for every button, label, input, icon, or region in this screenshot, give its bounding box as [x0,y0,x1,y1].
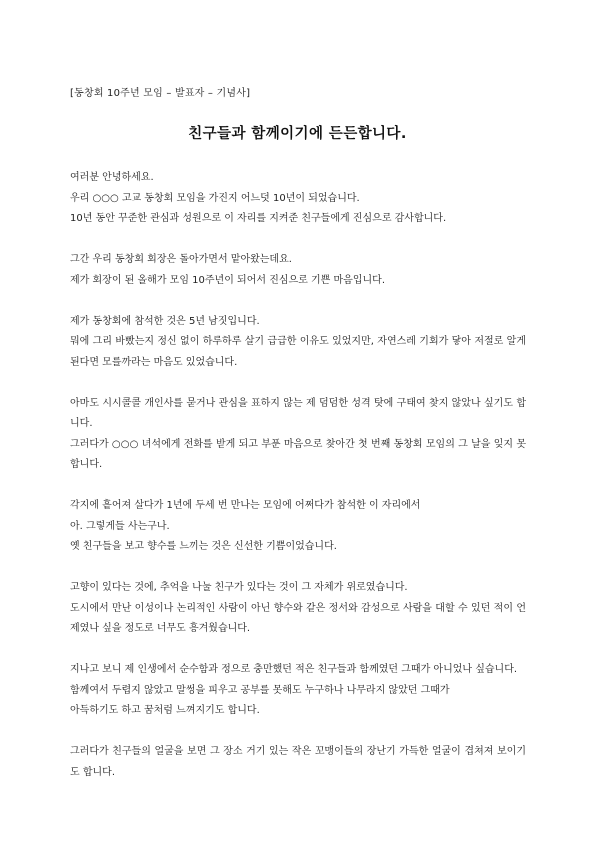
paragraph-line: 그간 우리 동창회 회장은 돌아가면서 맡아왔는데요. [70,254,292,265]
paragraph-5 [70,496,526,558]
paragraph-line: 10년 동안 꾸준한 관심과 성원으로 이 자리를 지켜준 친구들에게 진심으로 감사합니다. [70,213,447,224]
paragraph-line: 옛 친구들을 보고 향수를 느끼는 것은 신선한 기쁨이었습니다. [70,541,337,552]
paragraph-4 [70,394,526,476]
paragraph-line: 함께여서 두렵지 않았고 말썽을 피우고 공부를 못해도 누구하나 나무라지 않았던 그때가 [70,684,450,696]
paragraph-line: 도시에서 만난 이성이나 논리적인 사람이 아닌 향수와 같은 정서와 감성으로 사람을 대할 수 있던 적이 언제였나 싶을 정도로 너무도 흥겨웠습니다. [70,602,526,634]
paragraph-line: 우리 ○○○ 고교 동창회 모임을 가진지 어느덧 10년이 되었습니다. [70,192,360,204]
paragraph-1 [70,168,526,230]
paragraph-line: 아득하기도 하고 꿈처럼 느껴지기도 합니다. [70,705,260,716]
paragraph-line: 뭐에 그리 바빴는지 정신 없이 하루하루 살기 급급한 이유도 있었지만, 자연스레 기회가 닿아 저절로 알게 된다면 모를까라는 마음도 있었습니다. [70,336,526,368]
paragraph-line: 제가 회장이 된 올해가 모임 10주년이 되어서 진심으로 기쁜 마음입니다. [70,274,385,286]
paragraph-line: 아마도 시시콜콜 개인사를 묻거나 관심을 표하지 않는 제 덤덤한 성격 탓에 구태여 찾지 않았나 싶기도 합니다. [70,397,526,429]
paragraph-3 [70,312,526,374]
paragraph-2 [70,250,526,291]
paragraph-line: 여러분 안녕하세요. [70,172,154,183]
paragraph-line: 제가 동창회에 참석한 것은 5년 남짓입니다. [70,315,260,327]
document-title: 친구들과 함께이기에 든든합니다. [188,126,407,142]
paragraph-line: 그러다가 ○○○ 녀석에게 전화를 받게 되고 부푼 마음으로 찾아간 첫 번째 동창회 모임의 그 날을 잊지 못합니다. [70,438,526,470]
paragraph-line: 고향이 있다는 것에, 추억을 나눌 친구가 있다는 것이 그 자체가 위로였습니다. [70,582,408,593]
speech-body [70,168,526,804]
paragraph-line: 그러다가 친구들의 얼굴을 보면 그 장소 거기 있는 작은 꼬맹이들의 장난기 가득한 얼굴이 겹쳐져 보이기도 합니다. [70,746,526,778]
paragraph-6 [70,578,526,640]
paragraph-line: 지나고 보니 제 인생에서 순수함과 정으로 충만했던 적은 친구들과 함께였던 그때가 아니었나 싶습니다. [70,664,518,675]
paragraph-8 [70,742,526,783]
paragraph-7 [70,660,526,722]
paragraph-line: 각지에 흩어져 살다가 1년에 두세 번 만나는 모임에 어쩌다가 참석한 이 자리에서 [70,500,421,511]
paragraph-line: 아. 그렇게들 사는구나. [70,520,170,532]
document-category-note: [동창회 10주년 모임 – 발표자 – 기념사] [70,88,251,99]
